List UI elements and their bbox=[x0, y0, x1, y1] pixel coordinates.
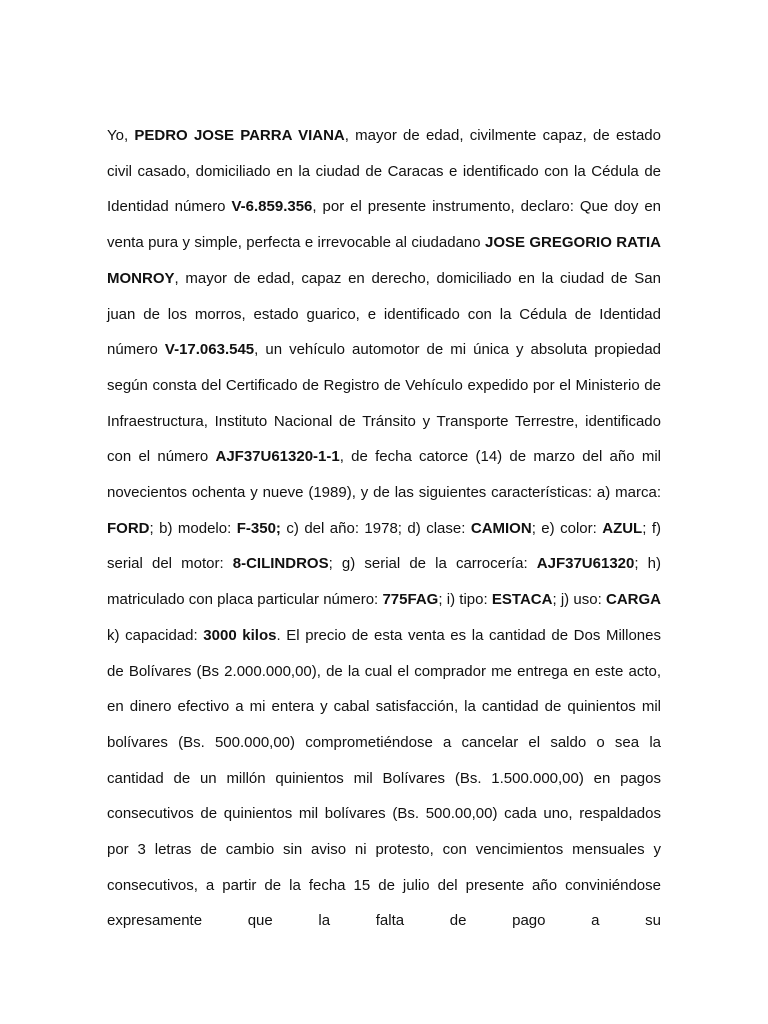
bold-run: 3000 kilos bbox=[203, 626, 277, 644]
bold-run: PEDRO JOSE PARRA VIANA bbox=[134, 127, 345, 144]
text-run: ; f) serial del motor: bbox=[107, 519, 662, 573]
text-run: , mayor de edad, capaz en derecho, domiciliado en la ciudad de San juan de los morros, estado guarico, e identificado con la Cédula de Identidad número bbox=[107, 269, 661, 359]
bold-run: 775FAG bbox=[382, 591, 439, 609]
bold-run: ESTACA bbox=[491, 591, 553, 609]
bold-run: FORD bbox=[107, 519, 150, 537]
text-run: , de fecha catorce (14) de marzo del año mil novecientos ochenta y nueve (1989), y de las siguientes características: a) marca: bbox=[107, 448, 661, 502]
text-run: ; h) matriculado con placa particular número: bbox=[107, 555, 661, 609]
bold-run: CAMION bbox=[470, 519, 532, 537]
text-run: . El precio de esta venta es la cantidad de Dos Millones de Bolívares (Bs 2.000.000,00), de la cual el comprador me entrega en este acto, en dinero efectivo a mi entera y cabal satisfacción, la cantidad de quinientos mil bolívares (Bs. 500.000,00) comprometiéndose a cancelar el saldo o sea la cantidad de un millón quinientos mil Bolívares (Bs. 1.500.000,00) en pagos consecutivos de quinientos mil bolívares (Bs. 500.00,00) cada uno, respaldados por 3 letras de cambio sin aviso ni protesto, con vencimientos mensuales y consecutivos, a partir de la fecha 15 de julio del presente año conviniéndose expresamente que la falta de pago a su bbox=[107, 626, 661, 930]
text-run: , mayor de edad, civilmente capaz, de estado civil casado, domiciliado en la ciudad de Caracas e identificado con la Cédula de Identidad número bbox=[107, 127, 661, 216]
text-run: c) del año: 1978; d) clase: bbox=[280, 519, 471, 537]
bold-run: CARGA bbox=[606, 591, 661, 609]
text-run: ; g) serial de la carrocería: bbox=[328, 555, 537, 573]
text-run: , un vehículo automotor de mi única y absoluta propiedad según consta del Certificado de Registro de Vehículo expedido por el Ministerio de Infraestructura, Instituto Nacional de Tránsito y Transporte Terrestre, identificado con el número bbox=[107, 341, 662, 466]
text-run: ; b) modelo: bbox=[149, 519, 237, 537]
text-run: k) capacidad: bbox=[107, 626, 204, 644]
text-run: , por el presente instrumento, declaro: Que doy en venta pura y simple, perfecta e irrevocable al ciudadano bbox=[107, 198, 661, 252]
bold-run: AJF37U61320 bbox=[536, 555, 635, 573]
text-run: Yo, bbox=[107, 127, 135, 144]
bold-run: V-6.859.356 bbox=[231, 198, 313, 216]
text-run: ; e) color: bbox=[531, 519, 603, 537]
bold-run: AJF37U61320-1-1 bbox=[215, 448, 340, 466]
bold-run: AZUL bbox=[602, 519, 643, 537]
bold-run: V-17.063.545 bbox=[164, 341, 255, 359]
text-run: ; j) uso: bbox=[552, 591, 606, 609]
bold-run: F-350; bbox=[236, 519, 281, 537]
text-run: ; i) tipo: bbox=[438, 591, 492, 609]
bold-run: 8-CILINDROS bbox=[232, 555, 329, 573]
contract-paragraph bbox=[107, 118, 661, 939]
bold-run: JOSE GREGORIO RATIA MONROY bbox=[107, 234, 661, 287]
